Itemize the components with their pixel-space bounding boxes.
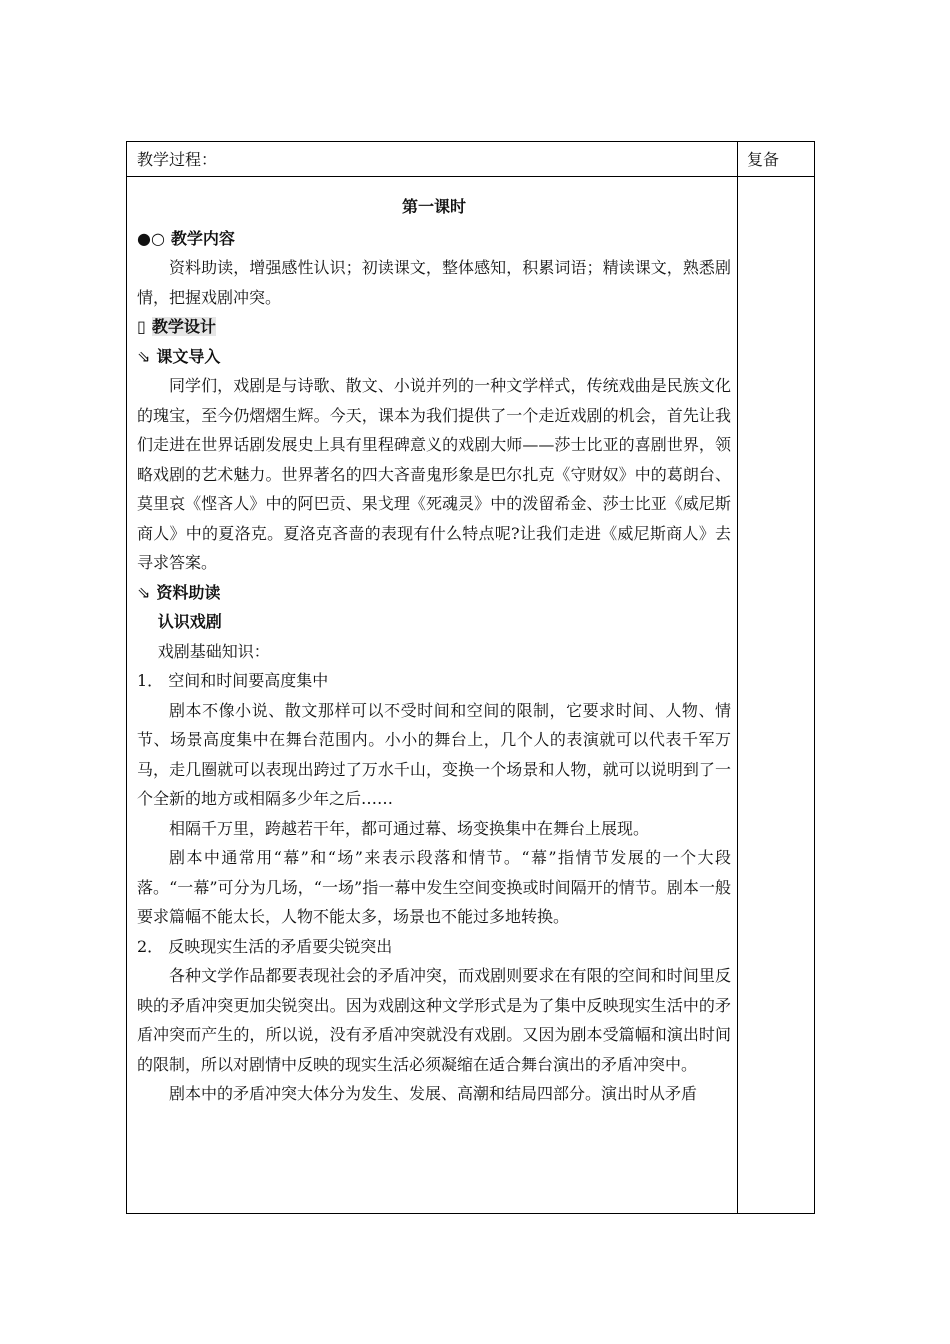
table-header-row bbox=[127, 142, 814, 177]
section-heading-text: 教学设计 bbox=[151, 317, 216, 336]
header-review: 复备 bbox=[747, 150, 780, 169]
box-icon: ▯ bbox=[137, 317, 146, 336]
lesson-table bbox=[126, 141, 815, 1214]
lesson-content bbox=[137, 192, 731, 1109]
column-divider bbox=[737, 142, 738, 1213]
section-teaching-content-body: 资料助读，增强感性认识；初读课文，整体感知，积累词语；精读课文，熟悉剧情，把握戏剧冲突。 bbox=[137, 258, 731, 307]
arrow-icon: ⇘ bbox=[137, 346, 151, 366]
header-teaching-process: 教学过程： bbox=[137, 150, 218, 169]
section-heading-text: 资料助读 bbox=[156, 582, 221, 602]
lesson-title: 第一课时 bbox=[401, 197, 466, 216]
section-teaching-design-heading bbox=[137, 312, 731, 342]
section-reading-heading bbox=[137, 578, 731, 608]
point2-paragraph-2: 剧本中的矛盾冲突大体分为发生、发展、高潮和结局四部分。演出时从矛盾 bbox=[169, 1084, 698, 1103]
point2-title: 2． 反映现实生活的矛盾要尖锐突出 bbox=[137, 936, 393, 956]
section-introduction-body: 同学们，戏剧是与诗歌、散文、小说并列的一种文学样式，传统戏曲是民族文化的瑰宝，至今仍熠熠生辉。今天，课本为我们提供了一个走近戏剧的机会，首先让我们走进在世界话剧发展史上具有里程碑意义的戏剧大师——莎士比亚的喜剧世界，领略戏剧的艺术魅力。世界著名的四大吝啬鬼形象是巴尔扎克《守财奴》中的葛朗台、莫里哀《悭吝人》中的阿巴贡、果戈理《死魂灵》中的泼留希金、莎士比亚《威尼斯商人》中的夏洛克。夏洛克吝啬的表现有什么特点呢?让我们走进《威尼斯商人》去寻求答案。 bbox=[137, 376, 731, 572]
point2-paragraph-1: 各种文学作品都要表现社会的矛盾冲突，而戏剧则要求在有限的空间和时间里反映的矛盾冲突更加尖锐突出。因为戏剧这种文学形式是为了集中反映现实生活中的矛盾冲突而产生的，所以说，没有矛盾冲突就没有戏剧。又因为剧本受篇幅和演出时间的限制，所以对剧情中反映的现实生活必须凝缩在适合舞台演出的矛盾冲突中。 bbox=[137, 966, 731, 1074]
sub-heading-drama: 认识戏剧 bbox=[157, 612, 222, 631]
section-heading-text: 教学内容 bbox=[170, 228, 235, 248]
section-heading-text: 课文导入 bbox=[156, 346, 221, 366]
point1-title: 1． 空间和时间要高度集中 bbox=[137, 671, 329, 690]
bullet-circles-icon: ●○ bbox=[137, 228, 165, 248]
point1-paragraph-3: 剧本中通常用“幕”和“场”来表示段落和情节。“幕”指情节发展的一个大段落。“一幕”可分为几场，“一场”指一幕中发生空间变换或时间隔开的情节。剧本一般要求篇幅不能太长，人物不能太多，场景也不能过多地转换。 bbox=[137, 848, 731, 926]
section-teaching-content-heading bbox=[137, 224, 731, 254]
sub-label-basics: 戏剧基础知识： bbox=[157, 641, 270, 661]
point1-paragraph-1: 剧本不像小说、散文那样可以不受时间和空间的限制，它要求时间、人物、情节、场景高度集中在舞台范围内。小小的舞台上，几个人的表演就可以代表千军万马，走几圈就可以表现出跨过了万水千山，变换一个场景和人物，就可以说明到了一个全新的地方或相隔多少年之后…… bbox=[137, 700, 731, 808]
point1-paragraph-2: 相隔千万里，跨越若干年，都可通过幕、场变换集中在舞台上展现。 bbox=[169, 818, 650, 838]
section-introduction-heading bbox=[137, 342, 731, 372]
arrow-icon: ⇘ bbox=[137, 582, 151, 602]
